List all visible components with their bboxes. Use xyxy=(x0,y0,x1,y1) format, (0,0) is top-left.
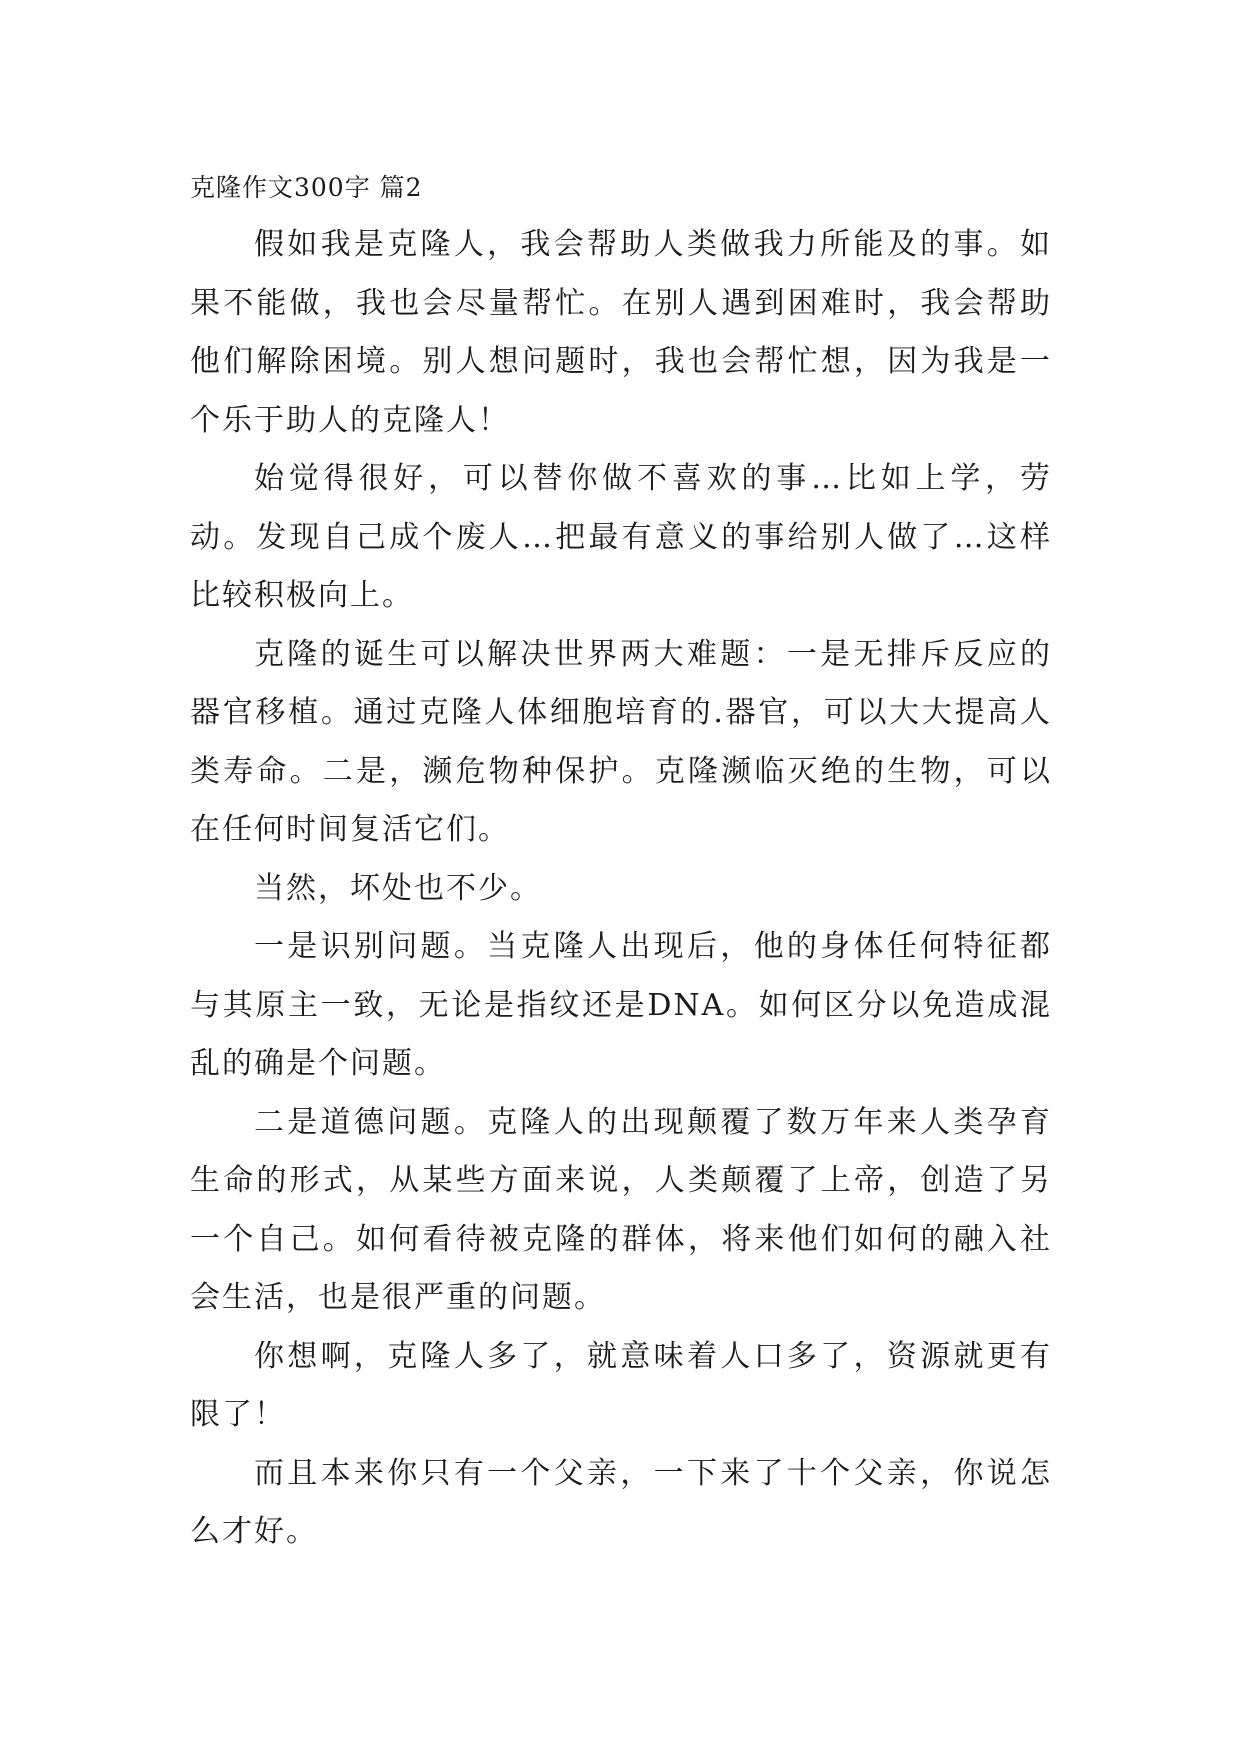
document-body xyxy=(190,160,1052,1562)
paragraph-7: 你想啊，克隆人多了，就意味着人口多了，资源就更有限了！ xyxy=(190,1338,1052,1432)
paragraph-2: 始觉得很好，可以替你做不喜欢的事…比如上学，劳动。发现自己成个废人…把最有意义的事给别人做了…这样比较积极向上。 xyxy=(190,461,1052,613)
paragraph-8: 而且本来你只有一个父亲，一下来了十个父亲，你说怎么才好。 xyxy=(190,1455,1052,1549)
paragraph-4: 当然，坏处也不少。 xyxy=(254,870,542,906)
paragraph-3: 克隆的诞生可以解决世界两大难题：一是无排斥反应的器官移植。通过克隆人体细胞培育的.器官，可以大大提高人类寿命。二是，濒危物种保护。克隆濒临灭绝的生物，可以在任何时间复活它们。 xyxy=(190,636,1052,847)
document-title: 克隆作文300字 篇2 xyxy=(190,173,423,202)
paragraph-1: 假如我是克隆人，我会帮助人类做我力所能及的事。如果不能做，我也会尽量帮忙。在别人遇到困难时，我会帮助他们解除困境。别人想问题时，我也会帮忙想，因为我是一个乐于助人的克隆人！ xyxy=(190,227,1052,438)
paragraph-6: 二是道德问题。克隆人的出现颠覆了数万年来人类孕育生命的形式，从某些方面来说，人类颠覆了上帝，创造了另一个自己。如何看待被克隆的群体，将来他们如何的融入社会生活，也是很严重的问题。 xyxy=(190,1104,1052,1315)
paragraph-5: 一是识别问题。当克隆人出现后，他的身体任何特征都与其原主一致，无论是指纹还是DNA。如何区分以免造成混乱的确是个问题。 xyxy=(190,929,1052,1081)
